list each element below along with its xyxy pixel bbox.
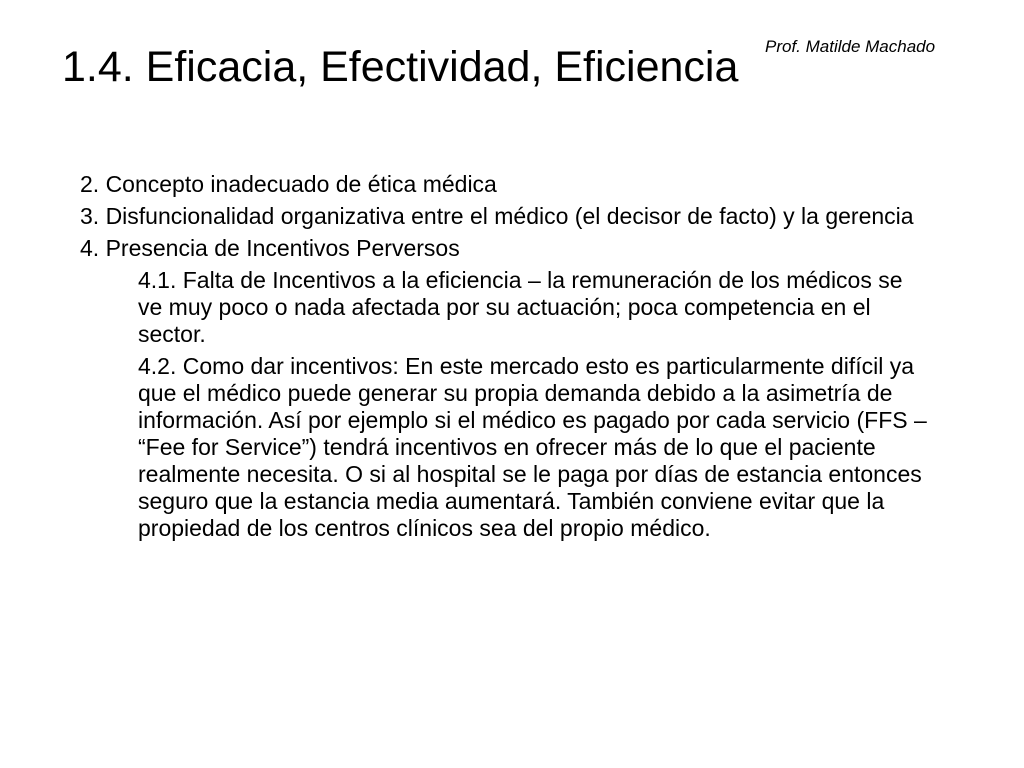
list-item-4: 4. Presencia de Incentivos Perversos: [80, 235, 460, 261]
list-item-2: 2. Concepto inadecuado de ética médica: [80, 171, 497, 197]
sub-item-4-1: 4.1. Falta de Incentivos a la eficiencia – la remuneración de los médicos se ve muy poco o nada afectada por su actuación; poca competencia en el sector.: [138, 267, 903, 347]
list-item-3: 3. Disfuncionalidad organizativa entre el médico (el decisor de facto) y la gerencia: [80, 203, 914, 229]
author-label: Prof. Matilde Machado: [765, 37, 936, 56]
sub-item-4-2: 4.2. Como dar incentivos: En este mercado esto es particularmente difícil ya que el médico puede generar su propia demanda debido a la asimetría de información. Así por ejemplo si el médico es pagado por cada servicio (FFS – “Fee for Service”) tendrá incentivos en ofrecer más de lo que el paciente realmente necesita. O si al hospital se le paga por días de estancia entonces seguro que la estancia media aumentará. También conviene evitar que la propiedad de los centros clínicos sea del propio médico.: [138, 353, 927, 541]
slide-body: [80, 171, 940, 547]
slide-title: 1.4. Eficacia, Efectividad, Eficiencia: [62, 43, 739, 91]
